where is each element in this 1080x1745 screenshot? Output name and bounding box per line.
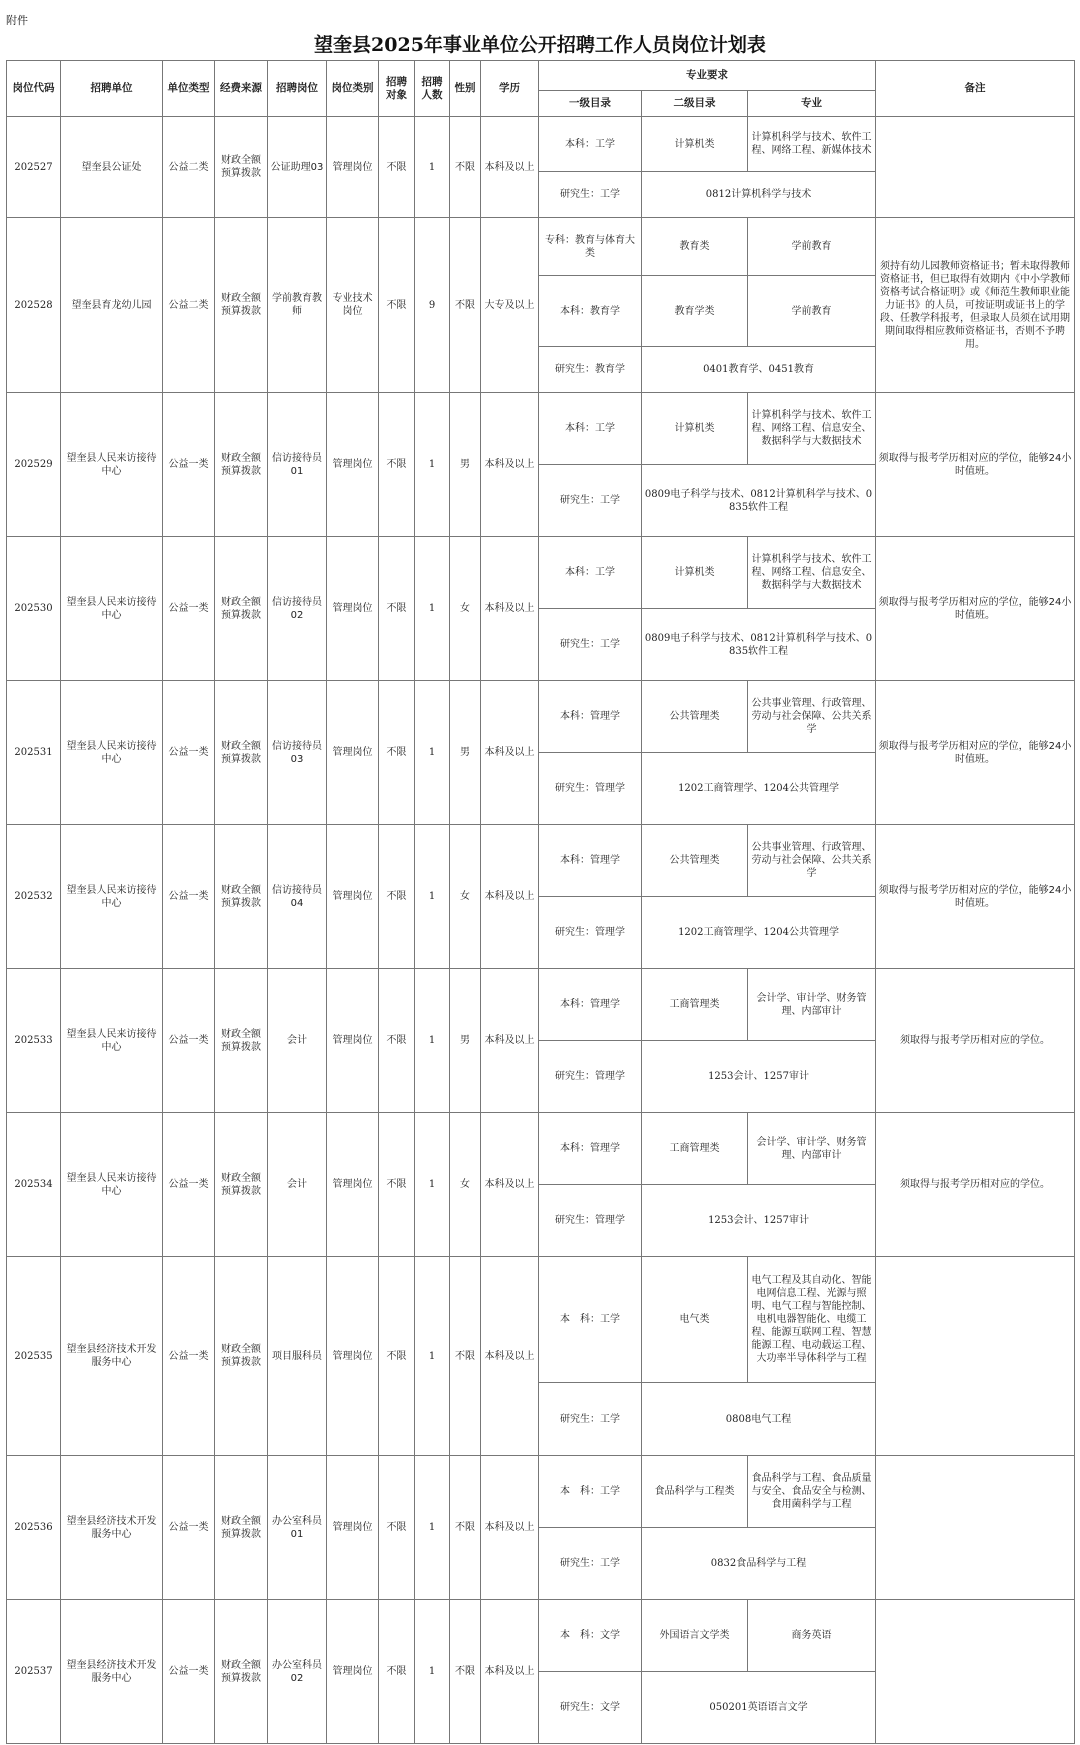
cell-level1: 专科：教育与体育大类: [539, 218, 642, 276]
cell-post-category: 管理岗位: [327, 1113, 379, 1257]
cell-unit: 望奎县公证处: [61, 117, 163, 218]
cell-unit-type: 公益一类: [163, 681, 215, 825]
cell-post-category: 管理岗位: [327, 117, 379, 218]
cell-target: 不限: [379, 1113, 415, 1257]
cell-target: 不限: [379, 1600, 415, 1744]
cell-post-category: 管理岗位: [327, 393, 379, 537]
cell-target: 不限: [379, 1257, 415, 1456]
cell-unit: 望奎县育龙幼儿园: [61, 218, 163, 393]
cell-gender: 不限: [450, 1600, 481, 1744]
cell-unit-type: 公益一类: [163, 1600, 215, 1744]
cell-post: 信访接待员01: [268, 393, 327, 537]
cell-major: 会计学、审计学、财务管理、内部审计: [748, 1113, 876, 1185]
cell-code: 202530: [7, 537, 61, 681]
table-row: [7, 969, 1075, 1041]
cell-code: 202532: [7, 825, 61, 969]
cell-gender: 女: [450, 537, 481, 681]
header-funding: 经费来源: [215, 61, 268, 117]
cell-gender: 不限: [450, 218, 481, 393]
header-count: 招聘人数: [415, 61, 450, 117]
cell-post: 信访接待员02: [268, 537, 327, 681]
cell-remarks: [876, 1456, 1075, 1600]
cell-count: 1: [415, 825, 450, 969]
cell-target: 不限: [379, 825, 415, 969]
cell-level1: 研究生：教育学: [539, 347, 642, 393]
cell-unit-type: 公益一类: [163, 969, 215, 1113]
cell-unit: 望奎县人民来访接待中心: [61, 1113, 163, 1257]
cell-code: 202534: [7, 1113, 61, 1257]
cell-level1: 研究生：管理学: [539, 897, 642, 969]
cell-level1: 研究生：管理学: [539, 1041, 642, 1113]
cell-major: 会计学、审计学、财务管理、内部审计: [748, 969, 876, 1041]
table-body: [7, 117, 1075, 1744]
cell-code: 202535: [7, 1257, 61, 1456]
cell-code: 202537: [7, 1600, 61, 1744]
cell-remarks: 须取得与报考学历相对应的学位，能够24小时值班。: [876, 681, 1075, 825]
cell-major-combined: 0809电子科学与技术、0812计算机科学与技术、0835软件工程: [642, 609, 876, 681]
header-education: 学历: [481, 61, 539, 117]
cell-level1: 研究生：工学: [539, 465, 642, 537]
table-row: [7, 681, 1075, 753]
page-title: 望奎县2025年事业单位公开招聘工作人员岗位计划表: [314, 34, 766, 56]
cell-education: 本科及以上: [481, 117, 539, 218]
cell-education: 本科及以上: [481, 969, 539, 1113]
cell-post: 办公室科员01: [268, 1456, 327, 1600]
cell-count: 1: [415, 1456, 450, 1600]
cell-remarks: 须取得与报考学历相对应的学位。: [876, 1113, 1075, 1257]
cell-level2: 公共管理类: [642, 825, 748, 897]
cell-level2: 教育学类: [642, 276, 748, 347]
cell-level2: 计算机类: [642, 393, 748, 465]
header-major: 专业: [748, 91, 876, 117]
cell-code: 202527: [7, 117, 61, 218]
cell-education: 本科及以上: [481, 825, 539, 969]
cell-level1: 本科：工学: [539, 537, 642, 609]
cell-major-combined: 0809电子科学与技术、0812计算机科学与技术、0835软件工程: [642, 465, 876, 537]
cell-post-category: 管理岗位: [327, 825, 379, 969]
cell-target: 不限: [379, 1456, 415, 1600]
cell-funding: 财政全额预算拨款: [215, 681, 268, 825]
cell-count: 1: [415, 537, 450, 681]
cell-level1: 研究生：工学: [539, 1383, 642, 1456]
cell-post-category: 管理岗位: [327, 681, 379, 825]
cell-target: 不限: [379, 218, 415, 393]
cell-level2: 计算机类: [642, 537, 748, 609]
cell-funding: 财政全额预算拨款: [215, 1257, 268, 1456]
cell-education: 本科及以上: [481, 681, 539, 825]
cell-unit-type: 公益一类: [163, 393, 215, 537]
cell-post: 公证助理03: [268, 117, 327, 218]
header-gender: 性别: [450, 61, 481, 117]
cell-unit-type: 公益一类: [163, 1456, 215, 1600]
cell-level1: 研究生：工学: [539, 172, 642, 218]
cell-funding: 财政全额预算拨款: [215, 117, 268, 218]
cell-code: 202528: [7, 218, 61, 393]
cell-level1: 本科：工学: [539, 117, 642, 172]
table-row: [7, 117, 1075, 172]
cell-funding: 财政全额预算拨款: [215, 218, 268, 393]
table-row: [7, 393, 1075, 465]
cell-remarks: 须取得与报考学历相对应的学位，能够24小时值班。: [876, 825, 1075, 969]
cell-code: 202531: [7, 681, 61, 825]
cell-target: 不限: [379, 681, 415, 825]
cell-target: 不限: [379, 393, 415, 537]
cell-education: 本科及以上: [481, 393, 539, 537]
cell-level2: 计算机类: [642, 117, 748, 172]
cell-major: 商务英语: [748, 1600, 876, 1672]
table-header: [7, 61, 1075, 117]
cell-major-combined: 1202工商管理学、1204公共管理学: [642, 753, 876, 825]
cell-level1: 本科：管理学: [539, 1113, 642, 1185]
cell-funding: 财政全额预算拨款: [215, 393, 268, 537]
header-unit-type: 单位类型: [163, 61, 215, 117]
cell-post: 学前教育教师: [268, 218, 327, 393]
cell-count: 1: [415, 1257, 450, 1456]
cell-target: 不限: [379, 969, 415, 1113]
cell-level1: 研究生：工学: [539, 1528, 642, 1600]
cell-code: 202529: [7, 393, 61, 537]
cell-unit: 望奎县人民来访接待中心: [61, 825, 163, 969]
cell-post: 会计: [268, 1113, 327, 1257]
header-code: 岗位代码: [7, 61, 61, 117]
cell-unit-type: 公益一类: [163, 1113, 215, 1257]
table-row: [7, 1456, 1075, 1528]
cell-unit: 望奎县经济技术开发服务中心: [61, 1257, 163, 1456]
cell-unit-type: 公益一类: [163, 1257, 215, 1456]
cell-code: 202533: [7, 969, 61, 1113]
header-post: 招聘岗位: [268, 61, 327, 117]
cell-level1: 研究生：管理学: [539, 753, 642, 825]
header-level2: 二级目录: [642, 91, 748, 117]
attachment-label: 附件: [6, 14, 28, 27]
cell-count: 1: [415, 1113, 450, 1257]
header-remarks: 备注: [876, 61, 1075, 117]
cell-level1: 本 科：工学: [539, 1257, 642, 1383]
table-row: [7, 1600, 1075, 1672]
cell-major: 公共事业管理、行政管理、劳动与社会保障、公共关系学: [748, 825, 876, 897]
cell-gender: 男: [450, 969, 481, 1113]
cell-post-category: 专业技术岗位: [327, 218, 379, 393]
cell-funding: 财政全额预算拨款: [215, 969, 268, 1113]
cell-major-combined: 0812计算机科学与技术: [642, 172, 876, 218]
cell-level1: 本科：管理学: [539, 681, 642, 753]
cell-post: 会计: [268, 969, 327, 1113]
cell-level1: 本 科：文学: [539, 1600, 642, 1672]
cell-funding: 财政全额预算拨款: [215, 1456, 268, 1600]
cell-unit: 望奎县人民来访接待中心: [61, 393, 163, 537]
cell-count: 1: [415, 969, 450, 1113]
cell-gender: 男: [450, 393, 481, 537]
cell-level1: 本科：管理学: [539, 825, 642, 897]
table-row: [7, 825, 1075, 897]
cell-education: 本科及以上: [481, 1257, 539, 1456]
job-plan-table: [6, 60, 1075, 1744]
cell-major-combined: 0808电气工程: [642, 1383, 876, 1456]
cell-education: 大专及以上: [481, 218, 539, 393]
cell-level1: 本 科：工学: [539, 1456, 642, 1528]
cell-education: 本科及以上: [481, 1600, 539, 1744]
cell-post: 办公室科员02: [268, 1600, 327, 1744]
cell-unit-type: 公益一类: [163, 825, 215, 969]
cell-level2: 教育类: [642, 218, 748, 276]
cell-remarks: 须取得与报考学历相对应的学位，能够24小时值班。: [876, 537, 1075, 681]
cell-count: 1: [415, 393, 450, 537]
cell-count: 1: [415, 117, 450, 218]
header-major-requirements: 专业要求: [539, 61, 876, 91]
cell-major: 学前教育: [748, 276, 876, 347]
cell-level1: 本科：工学: [539, 393, 642, 465]
cell-major: 公共事业管理、行政管理、劳动与社会保障、公共关系学: [748, 681, 876, 753]
cell-unit: 望奎县经济技术开发服务中心: [61, 1456, 163, 1600]
cell-unit: 望奎县人民来访接待中心: [61, 681, 163, 825]
cell-remarks: [876, 1600, 1075, 1744]
table-row: [7, 1113, 1075, 1185]
cell-level1: 本科：管理学: [539, 969, 642, 1041]
cell-major: 计算机科学与技术、软件工程、网络工程、新媒体技术: [748, 117, 876, 172]
cell-education: 本科及以上: [481, 1456, 539, 1600]
cell-education: 本科及以上: [481, 537, 539, 681]
cell-count: 9: [415, 218, 450, 393]
table-row: [7, 1257, 1075, 1383]
cell-funding: 财政全额预算拨款: [215, 825, 268, 969]
cell-unit-type: 公益二类: [163, 218, 215, 393]
cell-gender: 不限: [450, 1257, 481, 1456]
cell-post-category: 管理岗位: [327, 1600, 379, 1744]
cell-remarks: [876, 1257, 1075, 1456]
cell-major: 学前教育: [748, 218, 876, 276]
cell-funding: 财政全额预算拨款: [215, 537, 268, 681]
cell-major-combined: 0832食品科学与工程: [642, 1528, 876, 1600]
cell-code: 202536: [7, 1456, 61, 1600]
cell-post: 项目服科员: [268, 1257, 327, 1456]
cell-unit: 望奎县经济技术开发服务中心: [61, 1600, 163, 1744]
cell-remarks: 须取得与报考学历相对应的学位，能够24小时值班。: [876, 393, 1075, 537]
cell-post-category: 管理岗位: [327, 1257, 379, 1456]
cell-funding: 财政全额预算拨款: [215, 1113, 268, 1257]
cell-major: 计算机科学与技术、软件工程、网络工程、信息安全、数据科学与大数据技术: [748, 393, 876, 465]
cell-level1: 研究生：管理学: [539, 1185, 642, 1257]
cell-unit-type: 公益一类: [163, 537, 215, 681]
cell-level2: 公共管理类: [642, 681, 748, 753]
header-post-category: 岗位类别: [327, 61, 379, 117]
cell-remarks: 须取得与报考学历相对应的学位。: [876, 969, 1075, 1113]
cell-level2: 工商管理类: [642, 969, 748, 1041]
cell-post: 信访接待员03: [268, 681, 327, 825]
cell-level1: 研究生：工学: [539, 609, 642, 681]
cell-remarks: [876, 117, 1075, 218]
cell-post: 信访接待员04: [268, 825, 327, 969]
cell-unit: 望奎县人民来访接待中心: [61, 537, 163, 681]
table-row: [7, 218, 1075, 276]
cell-target: 不限: [379, 117, 415, 218]
cell-level1: 研究生：文学: [539, 1672, 642, 1744]
cell-level2: 外国语言文学类: [642, 1600, 748, 1672]
cell-major-combined: 1202工商管理学、1204公共管理学: [642, 897, 876, 969]
cell-level2: 工商管理类: [642, 1113, 748, 1185]
cell-major-combined: 0401教育学、0451教育: [642, 347, 876, 393]
cell-count: 1: [415, 681, 450, 825]
header-level1: 一级目录: [539, 91, 642, 117]
cell-remarks: 须持有幼儿园教师资格证书；暂未取得教师资格证书，但已取得有效期内《中小学教师资格考试合格证明》或《师范生教师职业能力证书》的人员，可按证明或证书上的学段、任教学科报考，但录取人员须在试用期期间取得相应教师资格证书，否则不予聘用。: [876, 218, 1075, 393]
cell-gender: 女: [450, 1113, 481, 1257]
cell-level2: 电气类: [642, 1257, 748, 1383]
table-row: [7, 537, 1075, 609]
cell-level2: 食品科学与工程类: [642, 1456, 748, 1528]
cell-gender: 不限: [450, 1456, 481, 1600]
cell-major-combined: 1253会计、1257审计: [642, 1041, 876, 1113]
cell-unit-type: 公益二类: [163, 117, 215, 218]
cell-major-combined: 050201英语语言文学: [642, 1672, 876, 1744]
cell-education: 本科及以上: [481, 1113, 539, 1257]
cell-level1: 本科：教育学: [539, 276, 642, 347]
header-target: 招聘对象: [379, 61, 415, 117]
cell-major: 食品科学与工程、食品质量与安全、食品安全与检测、食用菌科学与工程: [748, 1456, 876, 1528]
cell-funding: 财政全额预算拨款: [215, 1600, 268, 1744]
cell-target: 不限: [379, 537, 415, 681]
cell-post-category: 管理岗位: [327, 969, 379, 1113]
cell-gender: 男: [450, 681, 481, 825]
cell-gender: 不限: [450, 117, 481, 218]
cell-post-category: 管理岗位: [327, 1456, 379, 1600]
header-unit: 招聘单位: [61, 61, 163, 117]
cell-major: 计算机科学与技术、软件工程、网络工程、信息安全、数据科学与大数据技术: [748, 537, 876, 609]
cell-major-combined: 1253会计、1257审计: [642, 1185, 876, 1257]
cell-major: 电气工程及其自动化、智能电网信息工程、光源与照明、电气工程与智能控制、电机电器智能化、电缆工程、能源互联网工程、智慧能源工程、电动载运工程、大功率半导体科学与工程: [748, 1257, 876, 1383]
cell-count: 1: [415, 1600, 450, 1744]
cell-unit: 望奎县人民来访接待中心: [61, 969, 163, 1113]
cell-gender: 女: [450, 825, 481, 969]
cell-post-category: 管理岗位: [327, 537, 379, 681]
